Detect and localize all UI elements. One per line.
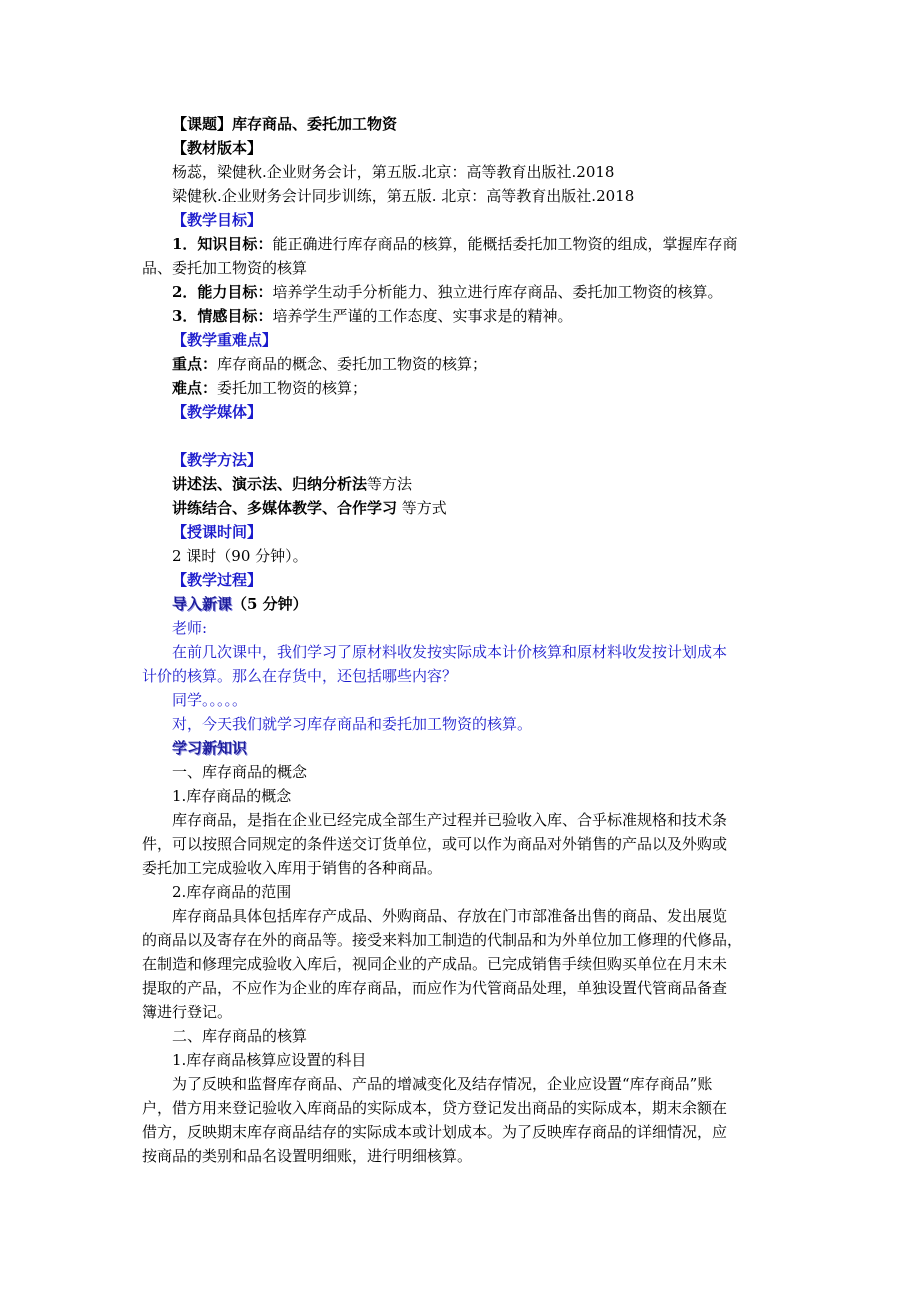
methods-line-2-rest: 等方式: [397, 499, 447, 517]
time-text: 2 课时（90 分钟）。: [172, 547, 308, 565]
methods-line-2: [142, 496, 782, 520]
difficult-point-label: 难点：: [172, 379, 218, 397]
lesson-title-text: 库存商品、委托加工物资: [232, 115, 398, 133]
methods-heading: 【教学方法】: [172, 451, 263, 469]
paragraph-1-line-2: 件，可以按照合同规定的条件送交订货单位，或可以作为商品对外销售的产品以及外购或: [142, 835, 728, 853]
media-blank: [142, 424, 782, 448]
textbook-item-1: 杨蕊，梁健秋.企业财务会计，第五版.北京：高等教育出版社.2018: [172, 163, 615, 181]
difficult-point-text: 委托加工物资的核算；: [217, 379, 368, 397]
ability-goal-label: 2．能力目标：: [172, 283, 273, 301]
new-knowledge-heading: 学习新知识: [172, 739, 248, 757]
textbook-heading: 【教材版本】: [172, 139, 263, 157]
knowledge-goal-line-1: [142, 232, 782, 256]
intro-line: [142, 592, 782, 616]
difficult-point: [142, 376, 782, 400]
teacher-label: 老师:: [172, 619, 208, 637]
paragraph-1-line-1: 库存商品，是指在企业已经完成全部生产过程并已验收入库、合乎标准规格和技术条: [172, 811, 728, 829]
ability-goal: [142, 280, 782, 304]
textbook-item-2: 梁健秋.企业财务会计同步训练，第五版. 北京：高等教育出版社.2018: [172, 187, 635, 205]
knowledge-goal-line-2: 品、委托加工物资的核算: [142, 259, 308, 277]
emotion-goal-text: 培养学生严谨的工作态度、实事求是的精神。: [272, 307, 573, 325]
paragraph-2-line-2: 的商品以及寄存在外的商品等。接受来料加工制造的代制品和为外单位加工修理的代修品，: [142, 931, 743, 949]
methods-line-1-rest: 等方法: [367, 475, 413, 493]
process-heading: 【教学过程】: [172, 571, 263, 589]
emotion-goal-label: 3．情感目标：: [172, 307, 273, 325]
key-point: [142, 352, 782, 376]
section-2-heading: 二、库存商品的核算: [172, 1027, 308, 1045]
methods-line-2-bold: 讲练结合、多媒体教学、合作学习: [172, 499, 398, 517]
lesson-title: [142, 112, 782, 136]
methods-line-1-bold: 讲述法、演示法、归纳分析法: [172, 475, 368, 493]
methods-line-1: [142, 472, 782, 496]
teacher-closing: 对，今天我们就学习库存商品和委托加工物资的核算。: [172, 715, 533, 733]
paragraph-3-line-1: 为了反映和监督库存商品、产品的增减变化及结存情况，企业应设置“库存商品”账: [172, 1075, 713, 1093]
paragraph-2-line-1: 库存商品具体包括库存产成品、外购商品、存放在门市部准备出售的商品、发出展览: [172, 907, 728, 925]
key-points-heading: 【教学重难点】: [172, 331, 278, 349]
section-1-heading: 一、库存商品的概念: [172, 763, 308, 781]
knowledge-goal-text-1: 能正确进行库存商品的核算，能概括委托加工物资的组成，掌握库存商: [272, 235, 738, 253]
intro-heading: 导入新课: [172, 595, 233, 613]
key-point-label: 重点：: [172, 355, 218, 373]
student-text: 同学。。。。。: [172, 691, 248, 709]
paragraph-1-line-3: 委托加工完成验收入库用于销售的各种商品。: [142, 859, 443, 877]
key-point-text: 库存商品的概念、委托加工物资的核算；: [217, 355, 488, 373]
subsection-2-1: 1.库存商品核算应设置的科目: [172, 1051, 367, 1069]
media-heading: 【教学媒体】: [172, 403, 263, 421]
goals-heading: 【教学目标】: [172, 211, 263, 229]
teacher-text-1: 在前几次课中，我们学习了原材料收发按实际成本计价核算和原材料收发按计划成本: [172, 643, 728, 661]
paragraph-2-line-4: 提取的产品，不应作为企业的库存商品，而应作为代管商品处理，单独设置代管商品备查: [142, 979, 728, 997]
time-heading: 【授课时间】: [172, 523, 263, 541]
paragraph-3-line-4: 按商品的类别和品名设置明细账，进行明细核算。: [142, 1147, 473, 1165]
teacher-text-2: 计价的核算。那么在存货中，还包括哪些内容？: [142, 667, 458, 685]
knowledge-goal-label: 1．知识目标：: [172, 235, 273, 253]
paragraph-2-line-5: 簿进行登记。: [142, 1003, 233, 1021]
lesson-title-prefix: 【课题】: [172, 115, 233, 133]
new-knowledge-line: [142, 736, 782, 760]
paragraph-2-line-3: 在制造和修理完成验收入库后，视同企业的产成品。已完成销售手续但购买单位在月末未: [142, 955, 728, 973]
paragraph-3-line-3: 借方，反映期末库存商品结存的实际成本或计划成本。为了反映库存商品的详细情况，应: [142, 1123, 728, 1141]
subsection-1-2: 2.库存商品的范围: [172, 883, 292, 901]
subsection-1-1: 1.库存商品的概念: [172, 787, 292, 805]
lesson-plan-document: [142, 112, 782, 1168]
paragraph-3-line-2: 户，借方用来登记验收入库商品的实际成本，贷方登记发出商品的实际成本，期末余额在: [142, 1099, 728, 1117]
ability-goal-text: 培养学生动手分析能力、独立进行库存商品、委托加工物资的核算。: [272, 283, 723, 301]
emotion-goal: [142, 304, 782, 328]
intro-duration: （5 分钟）: [232, 595, 308, 613]
